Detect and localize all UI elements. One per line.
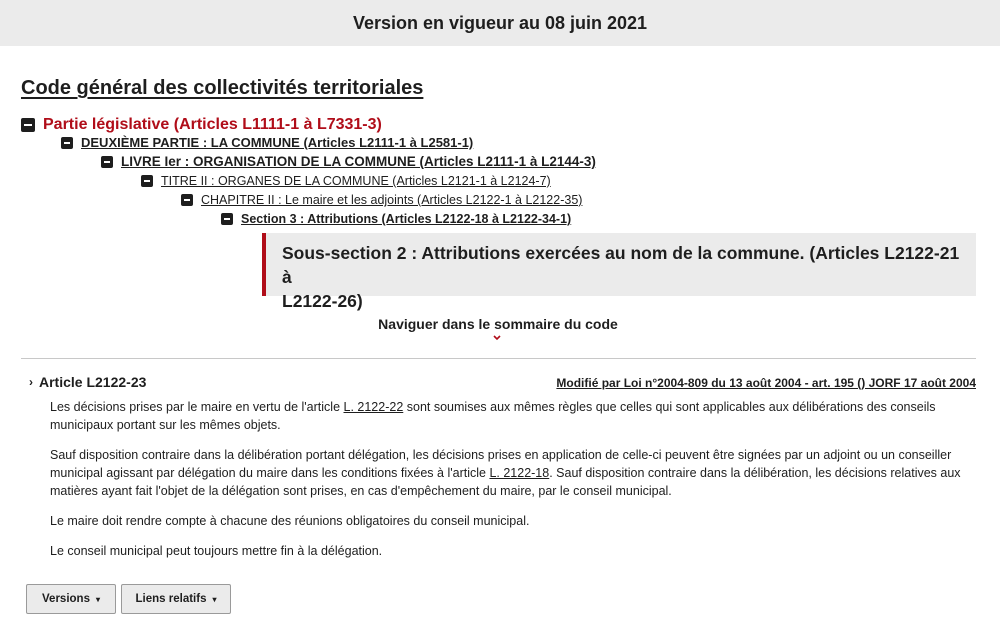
article-title: Article L2122-23 — [39, 374, 147, 390]
divider — [21, 358, 976, 359]
collapse-icon[interactable] — [101, 156, 113, 168]
collapse-icon[interactable] — [21, 118, 35, 132]
version-bar — [0, 0, 1000, 46]
paragraph-text: Sauf disposition contraire dans la délibération portant délégation, les décisions prises en application de celle-ci peuvent être signées par un adjoint ou un conseiller municipal agissant par délégation du maire dans les conditions fixées à l'article — [50, 448, 952, 480]
article-header[interactable] — [29, 374, 146, 390]
tree-item-chapitre-2[interactable] — [181, 193, 582, 207]
article-link[interactable]: L. 2122-22 — [343, 400, 404, 414]
versions-label: Versions — [42, 593, 90, 605]
tree-link[interactable]: CHAPITRE II : Le maire et les adjoints (Articles L2122-1 à L2122-35) — [201, 193, 583, 207]
chevron-right-icon[interactable]: › — [29, 375, 33, 389]
tree-item-partie-legislative[interactable] — [21, 116, 382, 134]
chevron-down-icon: ▾ — [212, 594, 217, 604]
modification-link[interactable]: Modifié par Loi n°2004-809 du 13 août 2004 - art. 195 () JORF 17 août 2004 — [556, 376, 976, 390]
tree-link[interactable]: Section 3 : Attributions (Articles L2122-18 à L2122-34-1) — [241, 212, 572, 226]
subsection-title-line1: Sous-section 2 : Attributions exercées au nom de la commune. (Articles L2122-21 à — [282, 243, 960, 287]
paragraph-text: Les décisions prises par le maire en vertu de l'article — [50, 400, 344, 414]
chevron-down-icon: ▾ — [95, 594, 100, 604]
collapse-icon[interactable] — [141, 175, 153, 187]
chevron-down-icon[interactable] — [492, 334, 502, 344]
article-body — [50, 398, 970, 572]
collapse-icon[interactable] — [181, 194, 193, 206]
tree-item-section-3[interactable] — [221, 212, 571, 226]
tree-link[interactable]: LIVRE Ier : ORGANISATION DE LA COMMUNE (Articles L2111-1 à L2144-3) — [121, 154, 596, 169]
code-title[interactable]: Code général des collectivités territoriales — [21, 77, 424, 99]
nav-sommaire-toggle[interactable]: Naviguer dans le sommaire du code — [378, 316, 618, 332]
liens-relatifs-button[interactable] — [121, 584, 231, 614]
tree-item-deuxieme-partie[interactable] — [61, 135, 473, 150]
tree-link[interactable]: TITRE II : ORGANES DE LA COMMUNE (Articles L2121-1 à L2124-7) — [161, 174, 551, 188]
liens-label: Liens relatifs — [135, 593, 207, 605]
subsection-title-line2: L2122-26) — [282, 291, 363, 311]
paragraph-text: . Sauf disposition contraire dans la délibération, les décisions relatives aux matières ayant fait l'objet de la délégation sont prises, en cas d'empêchement du maire, par le conseil municipal. — [50, 466, 961, 498]
tree-link[interactable]: Partie législative (Articles L1111-1 à L7331-3) — [43, 116, 382, 133]
paragraph-text: sont soumises aux mêmes règles que celles qui sont applicables aux délibérations des conseils municipaux portant sur les mêmes objets. — [50, 400, 936, 432]
article-paragraph: Le conseil municipal peut toujours mettre fin à la délégation. — [50, 544, 383, 558]
tree-link[interactable]: DEUXIÈME PARTIE : LA COMMUNE (Articles L2111-1 à L2581-1) — [81, 135, 474, 150]
collapse-icon[interactable] — [221, 213, 233, 225]
article-paragraph: Le maire doit rendre compte à chacune des réunions obligatoires du conseil municipal. — [50, 514, 530, 528]
versions-button[interactable] — [26, 584, 116, 614]
collapse-icon[interactable] — [61, 137, 73, 149]
tree-item-titre-2[interactable] — [141, 174, 551, 188]
tree-item-livre-1[interactable] — [101, 154, 596, 169]
article-paragraph — [50, 398, 970, 434]
version-text: Version en vigueur au 08 juin 2021 — [352, 12, 648, 33]
article-paragraph — [50, 446, 970, 500]
subsection-heading — [262, 233, 976, 311]
article-link[interactable]: L. 2122-18 — [489, 466, 550, 480]
